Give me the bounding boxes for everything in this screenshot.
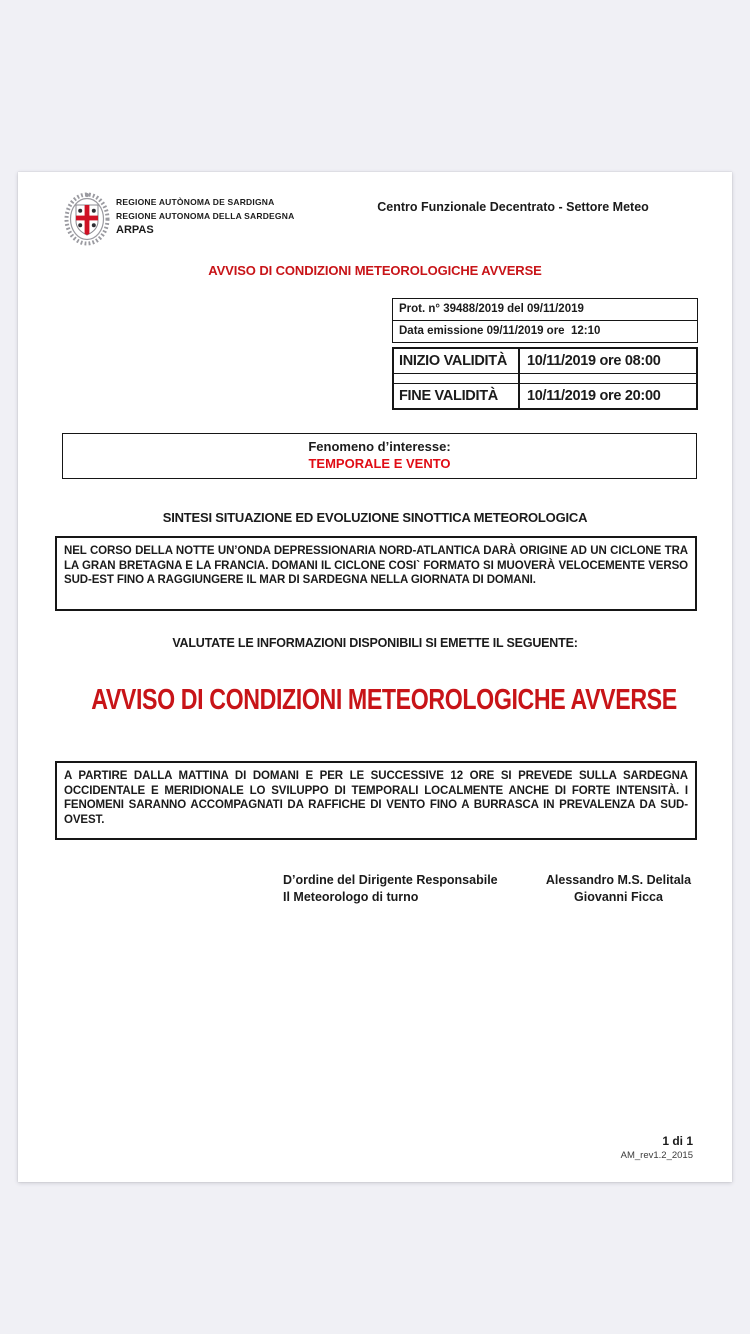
emission-date-row: Data emissione 09/11/2019 ore 12:10 — [393, 320, 697, 342]
page-footer — [621, 1135, 693, 1162]
validity-end-label: FINE VALIDITÀ — [394, 384, 520, 408]
signature-roles — [283, 872, 498, 905]
signatory-name-1: Alessandro M.S. Delitala — [545, 873, 692, 887]
department-title: Centro Funzionale Decentrato - Settore Meteo — [377, 200, 649, 214]
org-name-italian: REGIONE AUTONOMA DELLA SARDEGNA — [116, 210, 295, 221]
validity-start-label: INIZIO VALIDITÀ — [394, 349, 520, 373]
org-name-sardinian: REGIONE AUTÒNOMA DE SARDIGNA — [116, 197, 275, 207]
notice-title-small: AVVISO DI CONDIZIONI METEOROLOGICHE AVVERSE — [208, 263, 542, 278]
statement-intro: VALUTATE LE INFORMAZIONI DISPONIBILI SI EMETTE IL SEGUENTE: — [172, 636, 578, 650]
validity-spacer-row — [394, 373, 696, 383]
phenomenon-label: Fenomeno d’interesse: — [308, 439, 451, 454]
signatory-name-2: Giovanni Ficca — [574, 889, 663, 904]
notice-title-large: AVVISO DI CONDIZIONI METEOROLOGICHE AVVERSE — [91, 684, 677, 716]
document-revision: AM_rev1.2_2015 — [620, 1150, 693, 1161]
organization-block — [116, 196, 294, 238]
synthesis-heading: SINTESI SITUAZIONE ED EVOLUZIONE SINOTTICA METEOROLOGICA — [162, 510, 588, 525]
org-acronym: ARPAS — [116, 224, 154, 236]
page-number: 1 di 1 — [662, 1134, 693, 1148]
sardinia-coat-of-arms-icon — [64, 192, 110, 246]
signatory-names — [526, 872, 711, 905]
validity-table — [392, 347, 698, 410]
signature-role-line2: Il Meteorologo di turno — [283, 889, 419, 904]
validity-start-row — [394, 349, 696, 373]
phenomenon-box — [62, 433, 697, 479]
protocol-number-row: Prot. n° 39488/2019 del 09/11/2019 — [399, 303, 584, 315]
protocol-table — [392, 298, 698, 343]
warning-box: A PARTIRE DALLA MATTINA DI DOMANI E PER LE SUCCESSIVE 12 ORE SI PREVEDE SULLA SARDEGNA OCCIDENTALE E MERIDIONALE LO SVILUPPO DI TEMPORALI LOCALMENTE ANCHE DI FORTE INTENSITÀ. I FENOMENI SARANNO ACCOMPAGNATI DA RAFFICHE DI VENTO FINO A BURRASCA IN PREVALENZA DA SUD-OVEST. — [55, 761, 697, 840]
validity-end-value: 10/11/2019 ore 20:00 — [527, 388, 661, 404]
validity-end-row — [394, 383, 696, 408]
phenomenon-value: TEMPORALE E VENTO — [308, 456, 451, 471]
document-page — [18, 172, 732, 1182]
signature-role-line1: D’ordine del Dirigente Responsabile — [283, 873, 498, 887]
synthesis-box: NEL CORSO DELLA NOTTE UN’ONDA DEPRESSIONARIA NORD-ATLANTICA DARÀ ORIGINE AD UN CICLONE TRA LA GRAN BRETAGNA E LA FRANCIA. DOMANI IL CICLONE COSI` FORMATO SI MUOVERÀ VELOCEMENTE VERSO SUD-EST FINO A RAGGIUNGERE IL MAR DI SARDEGNA NELLA GIORNATA DI DOMANI. — [55, 536, 697, 611]
validity-start-value: 10/11/2019 ore 08:00 — [527, 353, 661, 369]
